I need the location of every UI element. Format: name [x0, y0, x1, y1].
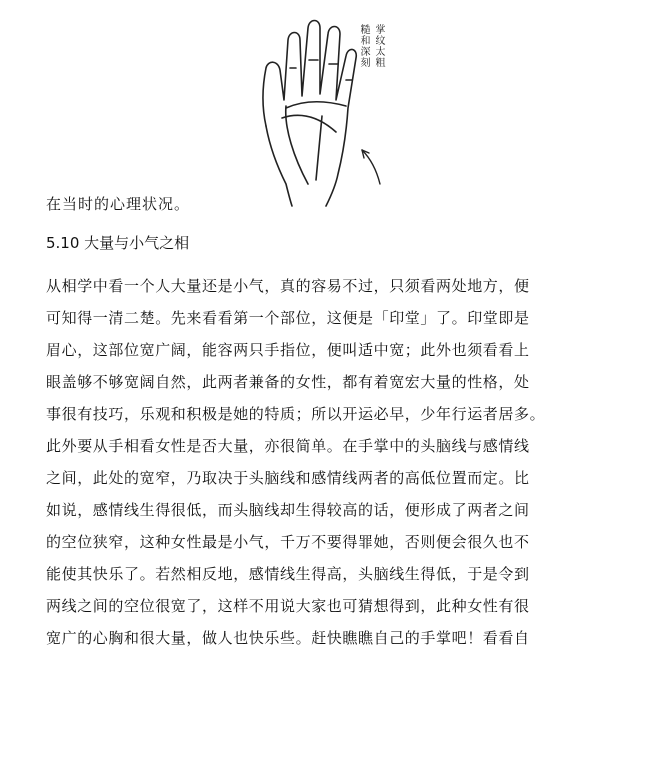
- text-line: 能使其快乐了。若然相反地，感情线生得高，头脑线生得低，于是令到: [46, 565, 530, 583]
- section-heading: 5.10 大量与小气之相: [46, 234, 190, 252]
- text-line: 的空位狭窄，这种女性最是小气，千万不要得罪她，否则便会很久也不: [46, 533, 530, 551]
- text-line: 从相学中看一个人大量还是小气，真的容易不过，只须看两处地方，便: [46, 277, 530, 295]
- text-line: 宽广的心胸和很大量，做人也快乐些。赶快瞧瞧自己的手掌吧！看看自: [46, 629, 530, 647]
- text-line: 两线之间的空位很宽了，这样不用说大家也可猜想得到，此种女性有很: [46, 597, 530, 615]
- continuation-line: 在当时的心理状况。: [46, 195, 191, 213]
- text-line: 可知得一清二楚。先来看看第一个部位，这便是「印堂」了。印堂即是: [46, 309, 530, 327]
- text-line: 事很有技巧，乐观和积极是她的特质；所以开运必早，少年行运者居多。: [46, 405, 546, 423]
- text-line: 眼盖够不够宽阔自然，此两者兼备的女性，都有着宽宏大量的性格，处: [46, 373, 530, 391]
- body-paragraph: [46, 270, 598, 654]
- palm-caption-column-2: 糙和深刻: [358, 24, 369, 68]
- text-line: 眉心，这部位宽广阔，能容两只手指位，便叫适中宽；此外也须看看上: [46, 341, 530, 359]
- palm-caption-column-1: 掌纹太粗: [373, 24, 384, 68]
- text-line: 之间，此处的宽窄，乃取决于头脑线和感情线两者的高低位置而定。比: [46, 469, 530, 487]
- text-line: 如说，感情线生得很低，而头脑线却生得较高的话，便形成了两者之间: [46, 501, 530, 519]
- text-line: 此外要从手相看女性是否大量，亦很简单。在手掌中的头脑线与感情线: [46, 437, 530, 455]
